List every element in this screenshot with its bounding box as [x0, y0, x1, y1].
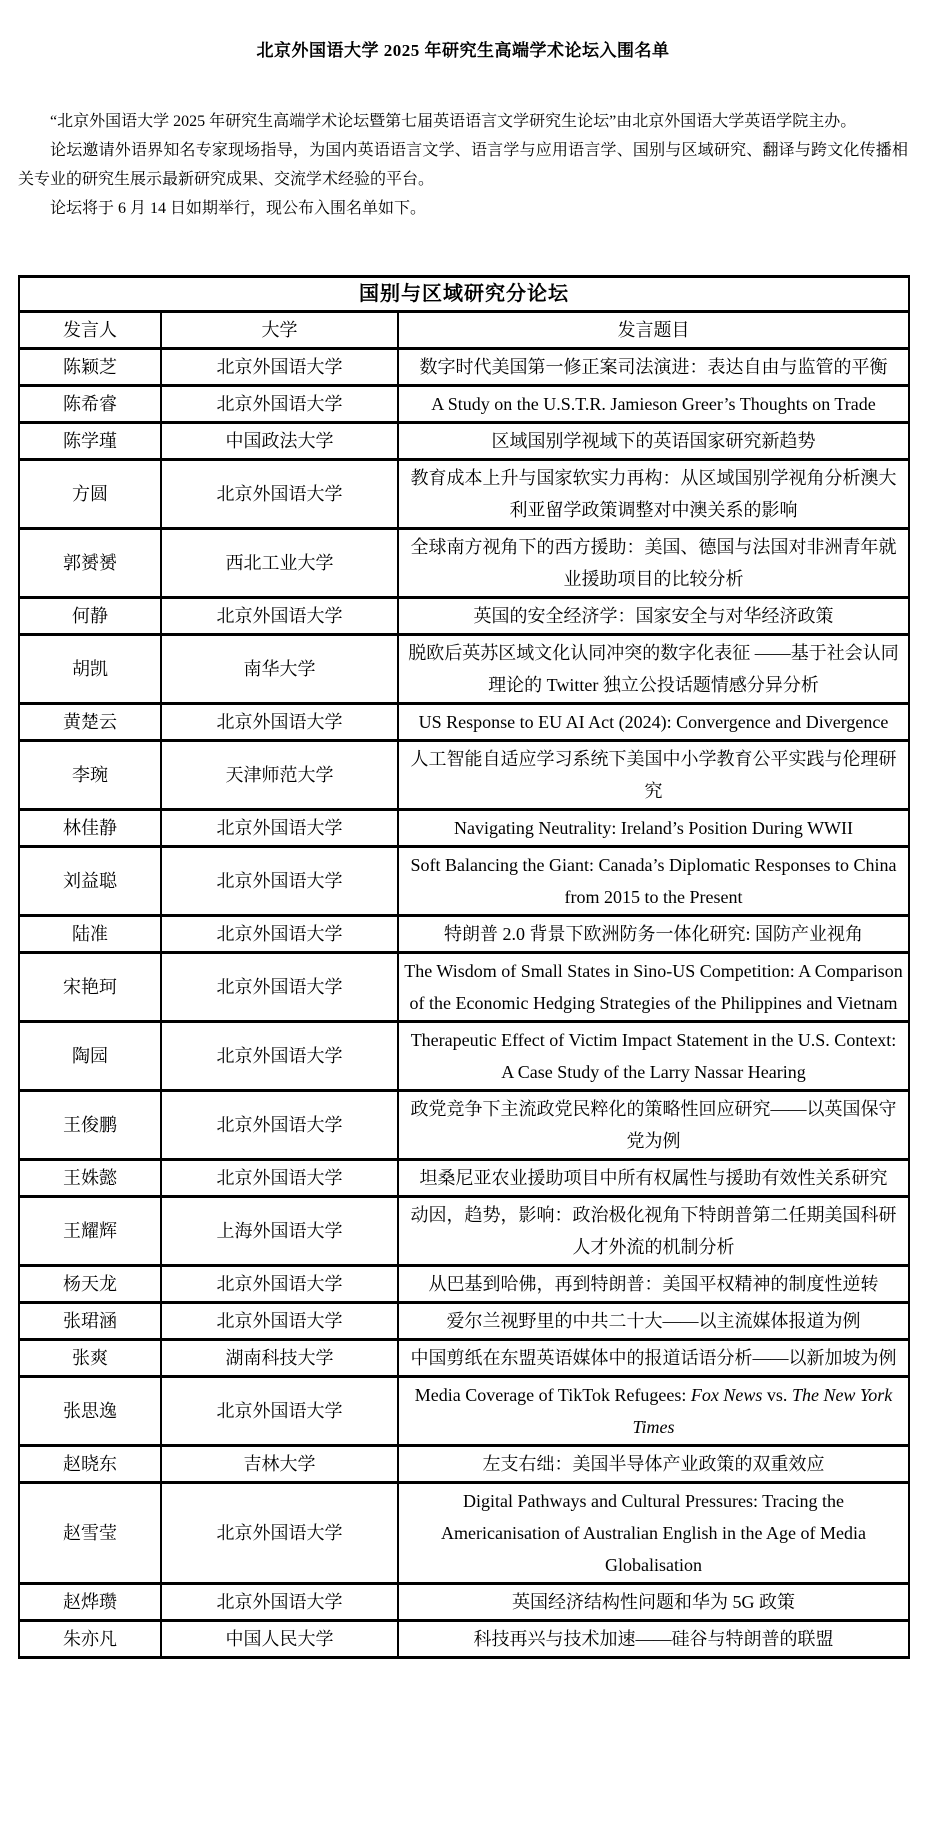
- topic-cell: [398, 529, 909, 598]
- university-cell: 北京外国语大学: [161, 704, 398, 741]
- speaker-cell: 杨天龙: [19, 1266, 161, 1303]
- university-cell: 北京外国语大学: [161, 916, 398, 953]
- university-cell: 中国人民大学: [161, 1621, 398, 1658]
- speaker-cell: 方圆: [19, 460, 161, 529]
- table-row: [19, 847, 909, 916]
- university-cell: 北京外国语大学: [161, 1377, 398, 1446]
- topic-text: 教育成本上升与国家软实力再构：从区域国别学视角分析澳大利亚留学政策调整对中澳关系的影响: [410, 468, 897, 520]
- topic-text: 政党竞争下主流政党民粹化的策略性回应研究——以英国保守党为例: [410, 1099, 897, 1151]
- speaker-cell: 赵雪莹: [19, 1483, 161, 1584]
- university-cell: 上海外国语大学: [161, 1197, 398, 1266]
- table-row: [19, 598, 909, 635]
- speaker-cell: 张爽: [19, 1340, 161, 1377]
- intro-paragraph-1: “北京外国语大学 2025 年研究生高端学术论坛暨第七届英语语言文学研究生论坛”由北京外国语大学英语学院主办。: [50, 113, 857, 130]
- speaker-cell: 郭赟赟: [19, 529, 161, 598]
- topic-text: Navigating Neutrality: Ireland’s Position During WWII: [453, 818, 854, 838]
- speaker-cell: 王俊鹏: [19, 1091, 161, 1160]
- topic-text: 中国剪纸在东盟英语媒体中的报道话语分析——以新加坡为例: [410, 1348, 897, 1368]
- topic-cell: [398, 1197, 909, 1266]
- table-row: [19, 1303, 909, 1340]
- speaker-cell: 张思逸: [19, 1377, 161, 1446]
- topic-text: Media Coverage of TikTok Refugees:: [414, 1385, 691, 1405]
- university-cell: 吉林大学: [161, 1446, 398, 1483]
- table-row: [19, 1377, 909, 1446]
- speaker-cell: 林佳静: [19, 810, 161, 847]
- topic-cell: [398, 704, 909, 741]
- speaker-cell: 胡凯: [19, 635, 161, 704]
- column-header-topic: 发言题目: [398, 312, 909, 349]
- topic-cell: [398, 460, 909, 529]
- university-cell: 北京外国语大学: [161, 810, 398, 847]
- topic-text: Digital Pathways and Cultural Pressures: Tracing the Americanisation of Australian English in the Age of Media Globalisation: [441, 1491, 866, 1575]
- table-row: [19, 741, 909, 810]
- university-cell: 北京外国语大学: [161, 953, 398, 1022]
- topic-text: 左支右绌：美国半导体产业政策的双重效应: [482, 1454, 825, 1474]
- university-cell: 北京外国语大学: [161, 1483, 398, 1584]
- university-cell: 天津师范大学: [161, 741, 398, 810]
- topic-cell: [398, 635, 909, 704]
- table-row: [19, 1446, 909, 1483]
- university-cell: 北京外国语大学: [161, 1091, 398, 1160]
- table-row: [19, 460, 909, 529]
- topic-text: US Response to EU AI Act (2024): Convergence and Divergence: [418, 712, 889, 732]
- university-cell: 北京外国语大学: [161, 460, 398, 529]
- topic-text: 英国经济结构性问题和华为 5G 政策: [512, 1592, 795, 1612]
- topic-text: 从巴基到哈佛，再到特朗普：美国平权精神的制度性逆转: [428, 1274, 879, 1294]
- speaker-cell: 王耀辉: [19, 1197, 161, 1266]
- topic-text: 动因，趋势，影响：政治极化视角下特朗普第二任期美国科研人才外流的机制分析: [410, 1205, 897, 1257]
- topic-cell: [398, 1340, 909, 1377]
- university-cell: 北京外国语大学: [161, 1303, 398, 1340]
- table-row: [19, 704, 909, 741]
- table-row: [19, 916, 909, 953]
- speaker-cell: 宋艳珂: [19, 953, 161, 1022]
- table-row: [19, 953, 909, 1022]
- topic-cell: [398, 741, 909, 810]
- table-banner: 国别与区域研究分论坛: [19, 277, 909, 312]
- topic-text: 英国的安全经济学：国家安全与对华经济政策: [473, 606, 834, 626]
- speaker-cell: 陆准: [19, 916, 161, 953]
- table-body: [19, 349, 909, 1658]
- table-row: [19, 1340, 909, 1377]
- speaker-cell: 张珺涵: [19, 1303, 161, 1340]
- document-title: 北京外国语大学 2025 年研究生高端学术论坛入围名单: [256, 41, 670, 60]
- topic-text: Therapeutic Effect of Victim Impact Statement in the U.S. Context: A Case Study of the Larry Nassar Hearing: [410, 1030, 897, 1082]
- university-cell: 中国政法大学: [161, 423, 398, 460]
- university-cell: 北京外国语大学: [161, 847, 398, 916]
- university-cell: 北京外国语大学: [161, 1584, 398, 1621]
- university-cell: 北京外国语大学: [161, 386, 398, 423]
- university-cell: 北京外国语大学: [161, 1160, 398, 1197]
- topic-cell: [398, 1584, 909, 1621]
- column-header-speaker: 发言人: [19, 312, 161, 349]
- topic-text: Soft Balancing the Giant: Canada’s Diplomatic Responses to China from 2015 to the Present: [410, 855, 897, 907]
- topic-cell: [398, 1377, 909, 1446]
- university-cell: 湖南科技大学: [161, 1340, 398, 1377]
- university-cell: 西北工业大学: [161, 529, 398, 598]
- topic-text: 数字时代美国第一修正案司法演进：表达自由与监管的平衡: [419, 357, 888, 377]
- column-header-university: 大学: [161, 312, 398, 349]
- speaker-cell: 朱亦凡: [19, 1621, 161, 1658]
- topic-cell: [398, 598, 909, 635]
- table-row: [19, 1584, 909, 1621]
- intro-paragraph-3: 论坛将于 6 月 14 日如期举行，现公布入围名单如下。: [50, 200, 427, 217]
- topic-cell: [398, 349, 909, 386]
- university-cell: 北京外国语大学: [161, 598, 398, 635]
- topic-text: A Study on the U.S.T.R. Jamieson Greer’s Thoughts on Trade: [431, 394, 876, 414]
- topic-text: 科技再兴与技术加速——硅谷与特朗普的联盟: [473, 1629, 834, 1649]
- topic-text-italic: Fox News: [690, 1385, 763, 1405]
- topic-cell: [398, 386, 909, 423]
- topic-cell: [398, 810, 909, 847]
- table-row: [19, 529, 909, 598]
- speaker-cell: 陶园: [19, 1022, 161, 1091]
- topic-text: The Wisdom of Small States in Sino-US Competition: A Comparison of the Economic Hedging Strategies of the Philippines and Vietnam: [404, 961, 903, 1013]
- table-row: [19, 349, 909, 386]
- topic-cell: [398, 1621, 909, 1658]
- table-row: [19, 423, 909, 460]
- table-row: [19, 810, 909, 847]
- speaker-cell: 黄楚云: [19, 704, 161, 741]
- table-row: [19, 1621, 909, 1658]
- topic-cell: [398, 1303, 909, 1340]
- topic-text: 区域国别学视域下的英语国家研究新趋势: [491, 431, 816, 451]
- speaker-cell: 陈希睿: [19, 386, 161, 423]
- topic-cell: [398, 1160, 909, 1197]
- table-row: [19, 386, 909, 423]
- speaker-cell: 何静: [19, 598, 161, 635]
- speaker-cell: 王姝懿: [19, 1160, 161, 1197]
- table-row: [19, 1091, 909, 1160]
- topic-text: 人工智能自适应学习系统下美国中小学教育公平实践与伦理研究: [410, 749, 897, 801]
- topic-cell: [398, 1022, 909, 1091]
- topic-text: 坦桑尼亚农业援助项目中所有权属性与援助有效性关系研究: [419, 1168, 888, 1188]
- topic-text: 脱欧后英苏区域文化认同冲突的数字化表征 ——基于社会认同理论的 Twitter 独立公投话题情感分异分析: [408, 643, 899, 695]
- table-row: [19, 1197, 909, 1266]
- topic-text: 全球南方视角下的西方援助：美国、德国与法国对非洲青年就业援助项目的比较分析: [410, 537, 897, 589]
- university-cell: 南华大学: [161, 635, 398, 704]
- topic-cell: [398, 1266, 909, 1303]
- topic-cell: [398, 1091, 909, 1160]
- table-row: [19, 1266, 909, 1303]
- topic-cell: [398, 423, 909, 460]
- topic-cell: [398, 916, 909, 953]
- table-row: [19, 635, 909, 704]
- intro-paragraph-2: 论坛邀请外语界知名专家现场指导，为国内英语语言文学、语言学与应用语言学、国别与区域研究、翻译与跨文化传播相关专业的研究生展示最新研究成果、交流学术经验的平台。: [18, 142, 908, 188]
- table-banner-row: [19, 277, 909, 312]
- table-row: [19, 1160, 909, 1197]
- topic-text: 爱尔兰视野里的中共二十大——以主流媒体报道为例: [446, 1311, 861, 1331]
- speaker-cell: 陈学瑾: [19, 423, 161, 460]
- speaker-cell: 李琬: [19, 741, 161, 810]
- speaker-cell: 陈颖芝: [19, 349, 161, 386]
- speaker-cell: 赵晓东: [19, 1446, 161, 1483]
- table-row: [19, 1483, 909, 1584]
- topic-text: 特朗普 2.0 背景下欧洲防务一体化研究: 国防产业视角: [444, 924, 863, 944]
- participants-table: [18, 275, 910, 1659]
- university-cell: 北京外国语大学: [161, 1266, 398, 1303]
- topic-cell: [398, 1446, 909, 1483]
- university-cell: 北京外国语大学: [161, 1022, 398, 1091]
- topic-text-italic: The New York Times: [632, 1385, 893, 1437]
- topic-text: vs.: [762, 1385, 792, 1405]
- table-header-row: [19, 312, 909, 349]
- speaker-cell: 赵烨瓒: [19, 1584, 161, 1621]
- table-row: [19, 1022, 909, 1091]
- university-cell: 北京外国语大学: [161, 349, 398, 386]
- speaker-cell: 刘益聪: [19, 847, 161, 916]
- topic-cell: [398, 1483, 909, 1584]
- topic-cell: [398, 953, 909, 1022]
- topic-cell: [398, 847, 909, 916]
